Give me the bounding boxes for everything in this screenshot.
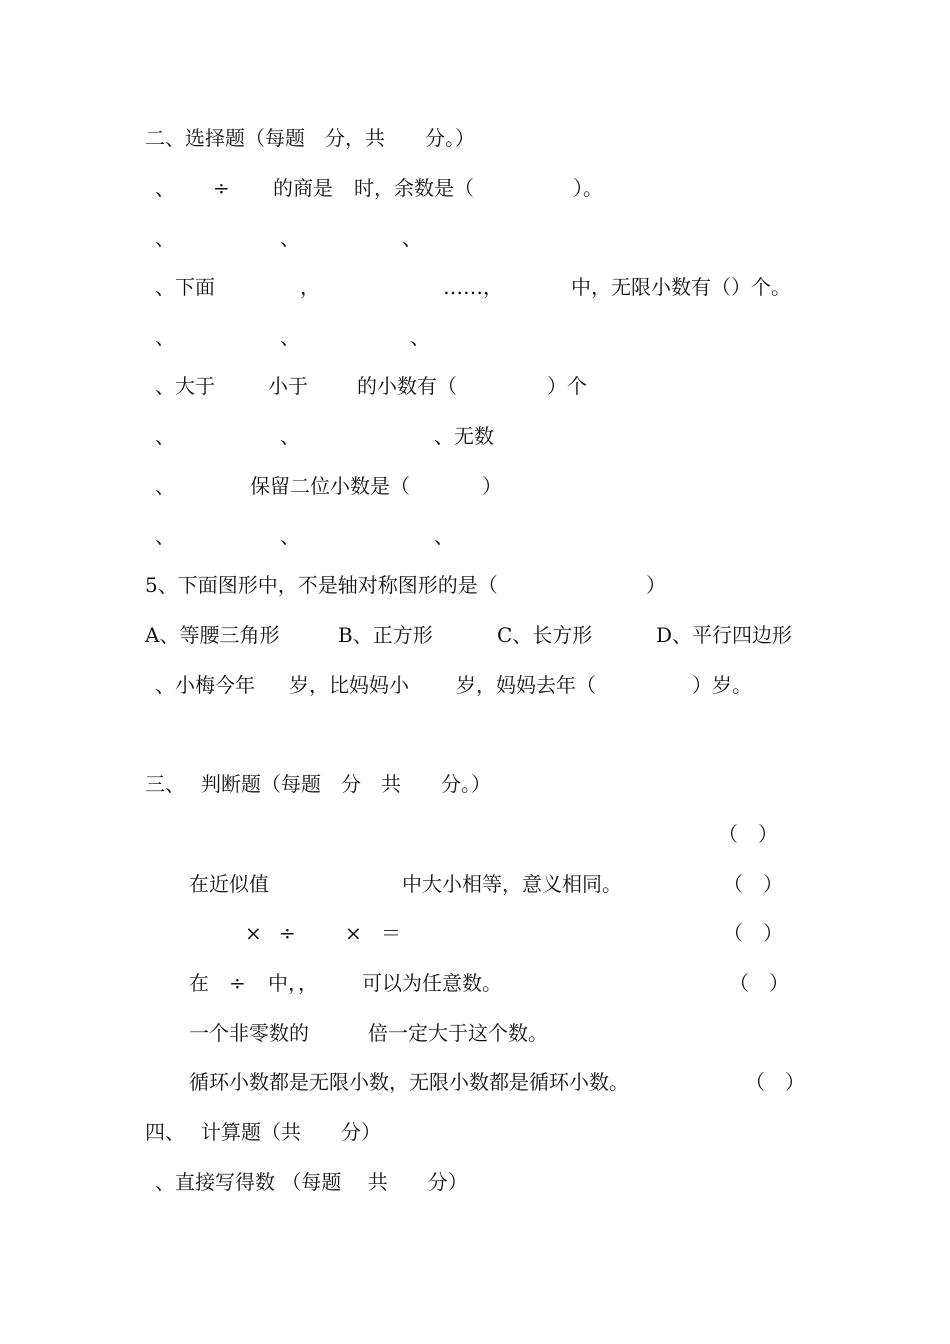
q1-option-c: 、 — [402, 226, 422, 250]
j1-answer-paren: （ ） — [718, 822, 778, 846]
q1-lead: 、 — [155, 176, 175, 200]
q5-option-a: A、等腰三角形 — [145, 623, 280, 647]
q5-option-b: B、正方形 — [338, 623, 433, 647]
section3-heading-number: 三、 — [145, 772, 185, 796]
section4-subheading: 、直接写得数 （每题 共 分） — [155, 1170, 468, 1194]
q2-option-a: 、 — [155, 325, 175, 349]
section4-heading-number: 四、 — [145, 1120, 185, 1144]
q2-dots: ……， — [443, 275, 503, 299]
j6-answer-paren: （ ） — [745, 1070, 805, 1094]
q1-div-sign: ÷ — [213, 176, 230, 200]
q3-text-a: 小于 — [268, 374, 308, 398]
q3-lead: 、大于 — [155, 374, 215, 398]
j2-text-b: 中大小相等，意义相同。 — [402, 872, 622, 896]
q4-lead: 、 — [155, 474, 175, 498]
q2-option-b: 、 — [280, 325, 300, 349]
q3-paren-close: ）个 — [547, 374, 587, 398]
section2-heading: 二、选择题（每题 分，共 分。） — [145, 126, 475, 150]
q6-text-b: 岁，妈妈去年（ — [456, 673, 596, 697]
q2-lead: 、下面 — [155, 275, 215, 299]
q1-paren-close: ）。 — [573, 176, 603, 200]
j4-text-a: 在 — [189, 971, 209, 995]
q5-paren-close: ） — [646, 573, 666, 597]
j4-answer-paren: （ ） — [729, 971, 789, 995]
j3-answer-paren: （ ） — [723, 921, 783, 945]
j4-text-c: 可以为任意数。 — [362, 971, 502, 995]
q6-lead: 、小梅今年 — [155, 673, 255, 697]
section3-heading: 判断题（每题 分 共 分。） — [201, 772, 491, 796]
j3-times-1: × — [245, 921, 262, 945]
q2-comma: ， — [300, 275, 320, 299]
j3-times-2: × — [345, 921, 362, 945]
j5-text-a: 一个非零数的 — [189, 1021, 309, 1045]
q3-text-b: 的小数有（ — [357, 374, 457, 398]
q4-option-b: 、 — [280, 524, 300, 548]
q1-option-b: 、 — [280, 226, 300, 250]
q1-text-a: 的商是 — [273, 176, 333, 200]
q5-option-c: C、长方形 — [497, 623, 593, 647]
q6-paren-close: ）岁。 — [692, 673, 752, 697]
j5-text-b: 倍一定大于这个数。 — [368, 1021, 548, 1045]
q1-text-b: 时，余数是（ — [354, 176, 474, 200]
q4-paren-close: ） — [482, 474, 502, 498]
j3-div: ÷ — [279, 921, 296, 945]
q2-text: 中，无限小数有（）个。 — [571, 275, 791, 299]
section4-heading: 计算题（共 分） — [201, 1120, 381, 1144]
q4-option-a: 、 — [155, 524, 175, 548]
q4-option-c: 、 — [434, 524, 454, 548]
q3-option-c: 、无数 — [434, 424, 494, 448]
j2-answer-paren: （ ） — [723, 872, 783, 896]
q4-text: 保留二位小数是（ — [250, 474, 410, 498]
j6-text: 循环小数都是无限小数，无限小数都是循环小数。 — [189, 1070, 629, 1094]
q6-text-a: 岁，比妈妈小 — [289, 673, 409, 697]
q5-option-d: D、平行四边形 — [656, 623, 793, 647]
j4-text-b: 中，， — [268, 971, 318, 995]
j2-text-a: 在近似值 — [189, 872, 269, 896]
q5-text: 5、下面图形中，不是轴对称图形的是（ — [145, 573, 498, 597]
q3-option-b: 、 — [280, 424, 300, 448]
q1-option-a: 、 — [155, 226, 175, 250]
j3-equals: ＝ — [381, 921, 401, 945]
q2-option-c: 、 — [410, 325, 430, 349]
q3-option-a: 、 — [155, 424, 175, 448]
j4-div: ÷ — [229, 971, 246, 995]
